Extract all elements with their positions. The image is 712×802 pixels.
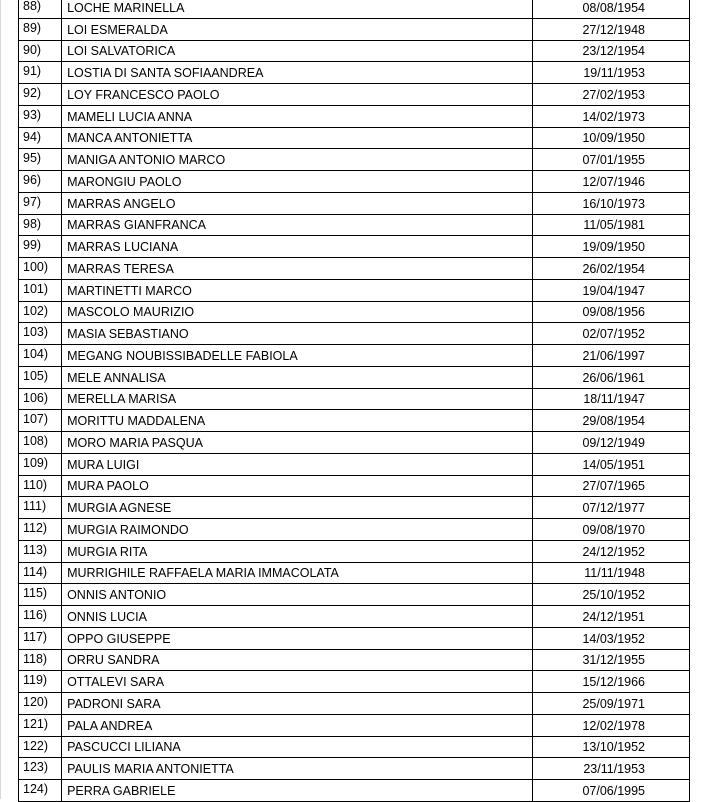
- table-row: [19, 40, 690, 62]
- birth-date: 09/12/1949: [532, 432, 689, 454]
- birth-date: 08/08/1954: [532, 0, 689, 18]
- row-number: 112): [19, 519, 62, 541]
- person-name: MAMELI LUCIA ANNA: [62, 105, 533, 127]
- table-row: [19, 279, 690, 301]
- birth-date: 19/11/1953: [532, 62, 689, 84]
- row-number: 110): [19, 475, 62, 497]
- person-name: LOY FRANCESCO PAOLO: [62, 84, 533, 106]
- person-name: MURA LUIGI: [62, 453, 533, 475]
- person-name: MASCOLO MAURIZIO: [62, 301, 533, 323]
- table-row: [19, 432, 690, 454]
- table-row: [19, 693, 690, 715]
- table-row: [19, 0, 690, 18]
- row-number: 115): [19, 584, 62, 606]
- row-number: 99): [19, 236, 62, 258]
- table-row: [19, 323, 690, 345]
- birth-date: 14/03/1952: [532, 627, 689, 649]
- row-number: 120): [19, 693, 62, 715]
- row-number: 93): [19, 105, 62, 127]
- person-name: LOSTIA DI SANTA SOFIAANDREA: [62, 62, 533, 84]
- birth-date: 26/02/1954: [532, 258, 689, 280]
- birth-date: 18/11/1947: [532, 388, 689, 410]
- person-name: MANCA ANTONIETTA: [62, 127, 533, 149]
- names-table: [18, 0, 690, 802]
- person-name: MARRAS TERESA: [62, 258, 533, 280]
- table-row: [19, 345, 690, 367]
- row-number: 111): [19, 497, 62, 519]
- table-row: [19, 171, 690, 193]
- birth-date: 13/10/1952: [532, 736, 689, 758]
- row-number: 90): [19, 40, 62, 62]
- table-row: [19, 627, 690, 649]
- table-row: [19, 105, 690, 127]
- birth-date: 23/11/1953: [532, 758, 689, 780]
- person-name: MEGANG NOUBISSIBADELLE FABIOLA: [62, 345, 533, 367]
- table-row: [19, 192, 690, 214]
- person-name: MARRAS ANGELO: [62, 192, 533, 214]
- birth-date: 07/01/1955: [532, 149, 689, 171]
- person-name: MORO MARIA PASQUA: [62, 432, 533, 454]
- table-row: [19, 519, 690, 541]
- person-name: PASCUCCI LILIANA: [62, 736, 533, 758]
- row-number: 123): [19, 758, 62, 780]
- table-row: [19, 475, 690, 497]
- row-number: 91): [19, 62, 62, 84]
- table-row: [19, 584, 690, 606]
- row-number: 108): [19, 432, 62, 454]
- row-number: 102): [19, 301, 62, 323]
- names-table-body: [19, 0, 690, 801]
- birth-date: 25/09/1971: [532, 693, 689, 715]
- birth-date: 16/10/1973: [532, 192, 689, 214]
- table-row: [19, 214, 690, 236]
- person-name: MARTINETTI MARCO: [62, 279, 533, 301]
- page-edge-line: [0, 0, 1, 799]
- table-row: [19, 780, 690, 802]
- table-row: [19, 671, 690, 693]
- birth-date: 19/09/1950: [532, 236, 689, 258]
- birth-date: 26/06/1961: [532, 366, 689, 388]
- row-number: 94): [19, 127, 62, 149]
- person-name: MURGIA RAIMONDO: [62, 519, 533, 541]
- person-name: MURGIA AGNESE: [62, 497, 533, 519]
- row-number: 89): [19, 18, 62, 40]
- row-number: 113): [19, 540, 62, 562]
- table-row: [19, 62, 690, 84]
- birth-date: 11/11/1948: [532, 562, 689, 584]
- person-name: MASIA SEBASTIANO: [62, 323, 533, 345]
- person-name: MARONGIU PAOLO: [62, 171, 533, 193]
- table-row: [19, 301, 690, 323]
- birth-date: 10/09/1950: [532, 127, 689, 149]
- person-name: MARRAS LUCIANA: [62, 236, 533, 258]
- table-row: [19, 758, 690, 780]
- table-row: [19, 388, 690, 410]
- table-row: [19, 84, 690, 106]
- person-name: ONNIS LUCIA: [62, 606, 533, 628]
- birth-date: 19/04/1947: [532, 279, 689, 301]
- table-row: [19, 18, 690, 40]
- birth-date: 24/12/1951: [532, 606, 689, 628]
- person-name: LOCHE MARINELLA: [62, 0, 533, 18]
- birth-date: 24/12/1952: [532, 540, 689, 562]
- birth-date: 07/12/1977: [532, 497, 689, 519]
- birth-date: 14/05/1951: [532, 453, 689, 475]
- table-row: [19, 736, 690, 758]
- person-name: MURRIGHILE RAFFAELA MARIA IMMACOLATA: [62, 562, 533, 584]
- person-name: MANIGA ANTONIO MARCO: [62, 149, 533, 171]
- birth-date: 07/06/1995: [532, 780, 689, 802]
- person-name: MELE ANNALISA: [62, 366, 533, 388]
- birth-date: 11/05/1981: [532, 214, 689, 236]
- birth-date: 15/12/1966: [532, 671, 689, 693]
- row-number: 105): [19, 366, 62, 388]
- table-row: [19, 366, 690, 388]
- person-name: MORITTU MADDALENA: [62, 410, 533, 432]
- person-name: ONNIS ANTONIO: [62, 584, 533, 606]
- person-name: OPPO GIUSEPPE: [62, 627, 533, 649]
- row-number: 118): [19, 649, 62, 671]
- row-number: 109): [19, 453, 62, 475]
- row-number: 106): [19, 388, 62, 410]
- row-number: 97): [19, 192, 62, 214]
- row-number: 92): [19, 84, 62, 106]
- birth-date: 27/02/1953: [532, 84, 689, 106]
- row-number: 121): [19, 714, 62, 736]
- table-row: [19, 258, 690, 280]
- row-number: 88): [19, 0, 62, 18]
- row-number: 100): [19, 258, 62, 280]
- row-number: 95): [19, 149, 62, 171]
- person-name: PAULIS MARIA ANTONIETTA: [62, 758, 533, 780]
- birth-date: 12/02/1978: [532, 714, 689, 736]
- birth-date: 29/08/1954: [532, 410, 689, 432]
- birth-date: 27/12/1948: [532, 18, 689, 40]
- table-row: [19, 127, 690, 149]
- row-number: 104): [19, 345, 62, 367]
- birth-date: 21/06/1997: [532, 345, 689, 367]
- person-name: ORRU SANDRA: [62, 649, 533, 671]
- person-name: MERELLA MARISA: [62, 388, 533, 410]
- birth-date: 12/07/1946: [532, 171, 689, 193]
- row-number: 107): [19, 410, 62, 432]
- table-row: [19, 714, 690, 736]
- row-number: 116): [19, 606, 62, 628]
- birth-date: 23/12/1954: [532, 40, 689, 62]
- table-row: [19, 562, 690, 584]
- row-number: 98): [19, 214, 62, 236]
- birth-date: 09/08/1956: [532, 301, 689, 323]
- table-row: [19, 649, 690, 671]
- row-number: 124): [19, 780, 62, 802]
- person-name: OTTALEVI SARA: [62, 671, 533, 693]
- birth-date: 25/10/1952: [532, 584, 689, 606]
- row-number: 114): [19, 562, 62, 584]
- table-row: [19, 453, 690, 475]
- row-number: 101): [19, 279, 62, 301]
- row-number: 103): [19, 323, 62, 345]
- person-name: LOI ESMERALDA: [62, 18, 533, 40]
- birth-date: 27/07/1965: [532, 475, 689, 497]
- birth-date: 02/07/1952: [532, 323, 689, 345]
- birth-date: 09/08/1970: [532, 519, 689, 541]
- row-number: 96): [19, 171, 62, 193]
- birth-date: 14/02/1973: [532, 105, 689, 127]
- birth-date: 31/12/1955: [532, 649, 689, 671]
- person-name: MURGIA RITA: [62, 540, 533, 562]
- table-row: [19, 236, 690, 258]
- person-name: MURA PAOLO: [62, 475, 533, 497]
- table-row: [19, 540, 690, 562]
- row-number: 117): [19, 627, 62, 649]
- person-name: PALA ANDREA: [62, 714, 533, 736]
- person-name: LOI SALVATORICA: [62, 40, 533, 62]
- row-number: 119): [19, 671, 62, 693]
- table-row: [19, 410, 690, 432]
- table-row: [19, 497, 690, 519]
- person-name: PADRONI SARA: [62, 693, 533, 715]
- row-number: 122): [19, 736, 62, 758]
- table-row: [19, 149, 690, 171]
- table-row: [19, 606, 690, 628]
- person-name: PERRA GABRIELE: [62, 780, 533, 802]
- person-name: MARRAS GIANFRANCA: [62, 214, 533, 236]
